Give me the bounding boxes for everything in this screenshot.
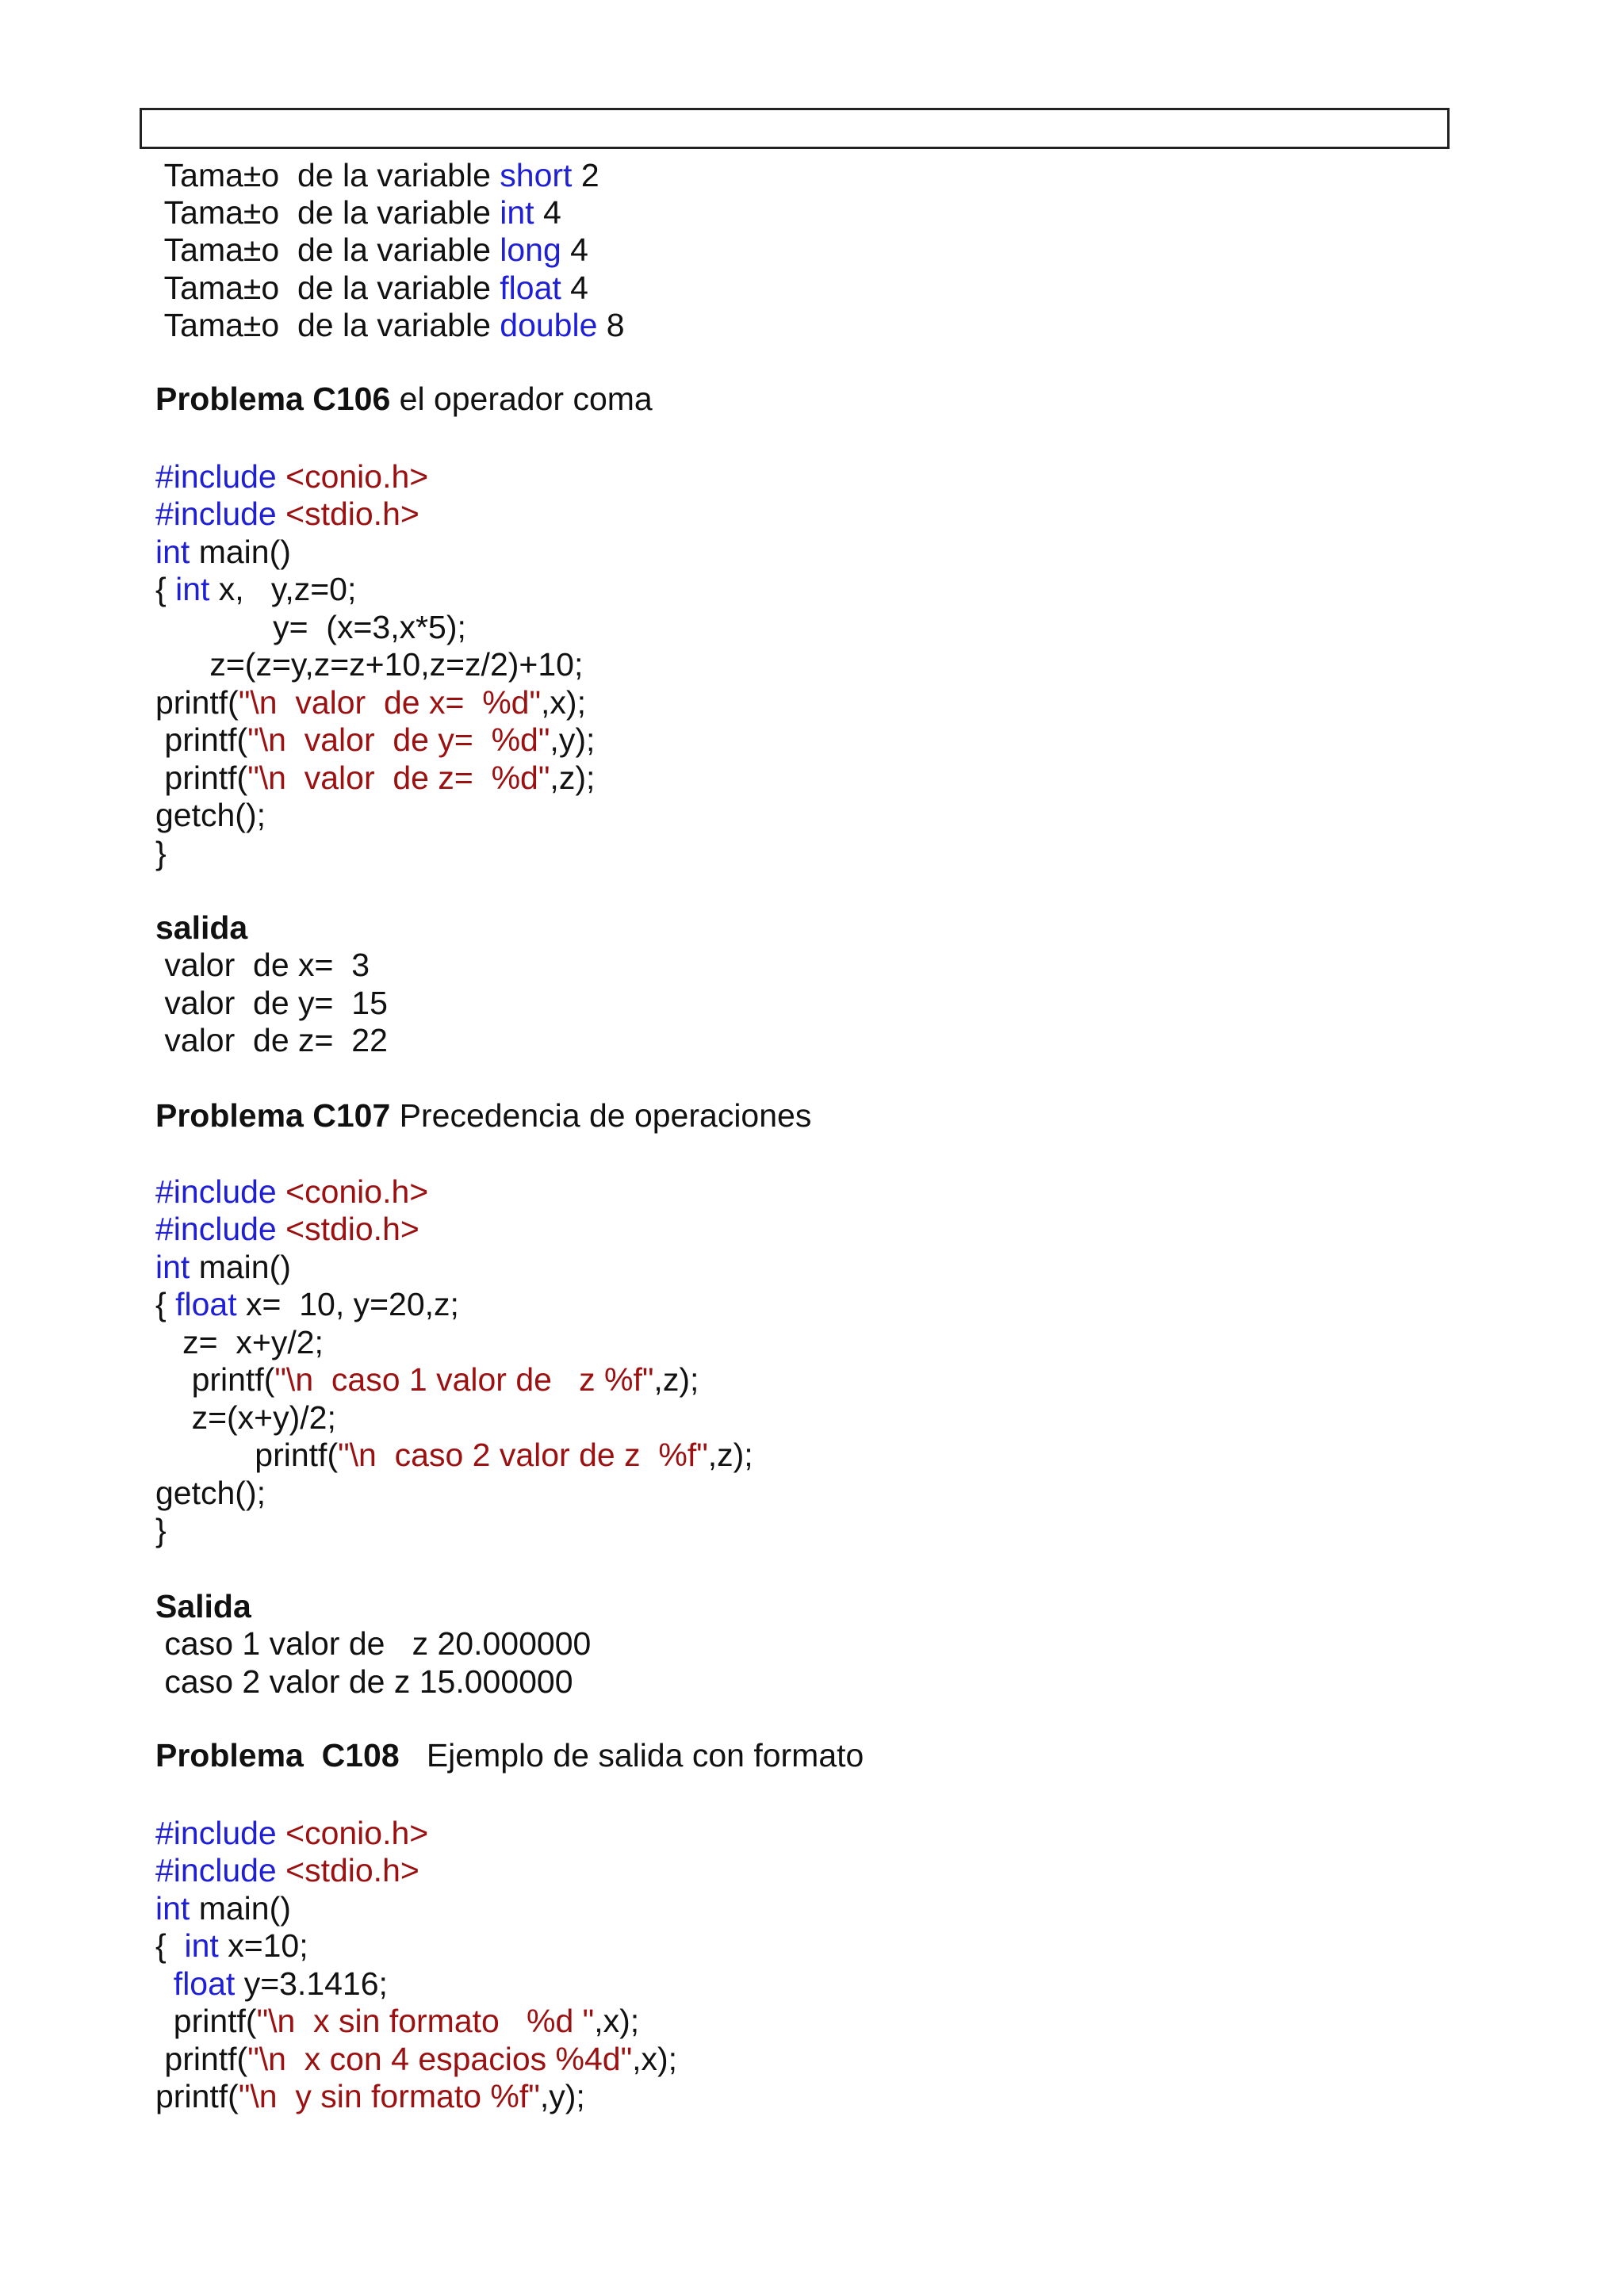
output-line: caso 1 valor de z 20.000000: [155, 1625, 592, 1662]
output-line: valor de y= 15: [155, 985, 388, 1021]
code-line: { int x=10;: [155, 1927, 308, 1964]
code-line: int main(): [155, 534, 291, 570]
code-line: printf("\n caso 2 valor de z %f",z);: [155, 1437, 753, 1473]
code-line: printf("\n y sin formato %f",y);: [155, 2078, 585, 2114]
code-line: { float x= 10, y=20,z;: [155, 1286, 459, 1322]
code-line: int main(): [155, 1249, 291, 1285]
problem-heading-c108: Problema C108 Ejemplo de salida con formato: [155, 1737, 864, 1774]
code-line: #include <stdio.h>: [155, 1211, 419, 1247]
problem-heading-c106: Problema C106 el operador coma: [155, 381, 653, 417]
output-line: valor de x= 3: [155, 947, 370, 983]
output-line: caso 2 valor de z 15.000000: [155, 1663, 573, 1700]
code-line: printf("\n valor de x= %d",x);: [155, 684, 586, 721]
size-line: Tama±o de la variable long 4: [155, 232, 588, 268]
code-line: }: [155, 835, 167, 871]
code-line: #include <stdio.h>: [155, 1852, 419, 1888]
code-line: }: [155, 1512, 167, 1548]
code-line: printf("\n x sin formato %d ",x);: [155, 2003, 640, 2039]
output-label: salida: [155, 909, 248, 946]
code-line: y= (x=3,x*5);: [155, 609, 466, 645]
code-line: #include <conio.h>: [155, 458, 429, 495]
size-line: Tama±o de la variable int 4: [155, 194, 561, 231]
code-line: getch();: [155, 1475, 266, 1511]
size-line: Tama±o de la variable short 2: [155, 157, 599, 193]
size-line: Tama±o de la variable float 4: [155, 270, 588, 306]
code-line: getch();: [155, 797, 266, 833]
size-line: Tama±o de la variable double 8: [155, 307, 625, 343]
code-line: #include <stdio.h>: [155, 496, 419, 532]
code-line: float y=3.1416;: [173, 1965, 388, 2002]
code-line: #include <conio.h>: [155, 1173, 429, 1210]
code-line: #include <conio.h>: [155, 1815, 429, 1851]
code-line: { int x, y,z=0;: [155, 571, 357, 607]
code-line: printf("\n valor de z= %d",z);: [155, 760, 596, 796]
code-line: printf("\n caso 1 valor de z %f",z);: [155, 1361, 699, 1398]
code-line: printf("\n valor de y= %d",y);: [155, 721, 596, 758]
output-label: Salida: [155, 1588, 251, 1624]
code-line: z=(x+y)/2;: [155, 1399, 336, 1436]
code-line: printf("\n x con 4 espacios %4d",x);: [155, 2041, 678, 2077]
code-line: z=(z=y,z=z+10,z=z/2)+10;: [155, 646, 584, 683]
code-line: int main(): [155, 1890, 291, 1927]
problem-heading-c107: Problema C107 Precedencia de operaciones: [155, 1097, 812, 1134]
header-box: [140, 108, 1450, 149]
output-line: valor de z= 22: [155, 1022, 388, 1058]
code-line: z= x+y/2;: [155, 1324, 324, 1360]
